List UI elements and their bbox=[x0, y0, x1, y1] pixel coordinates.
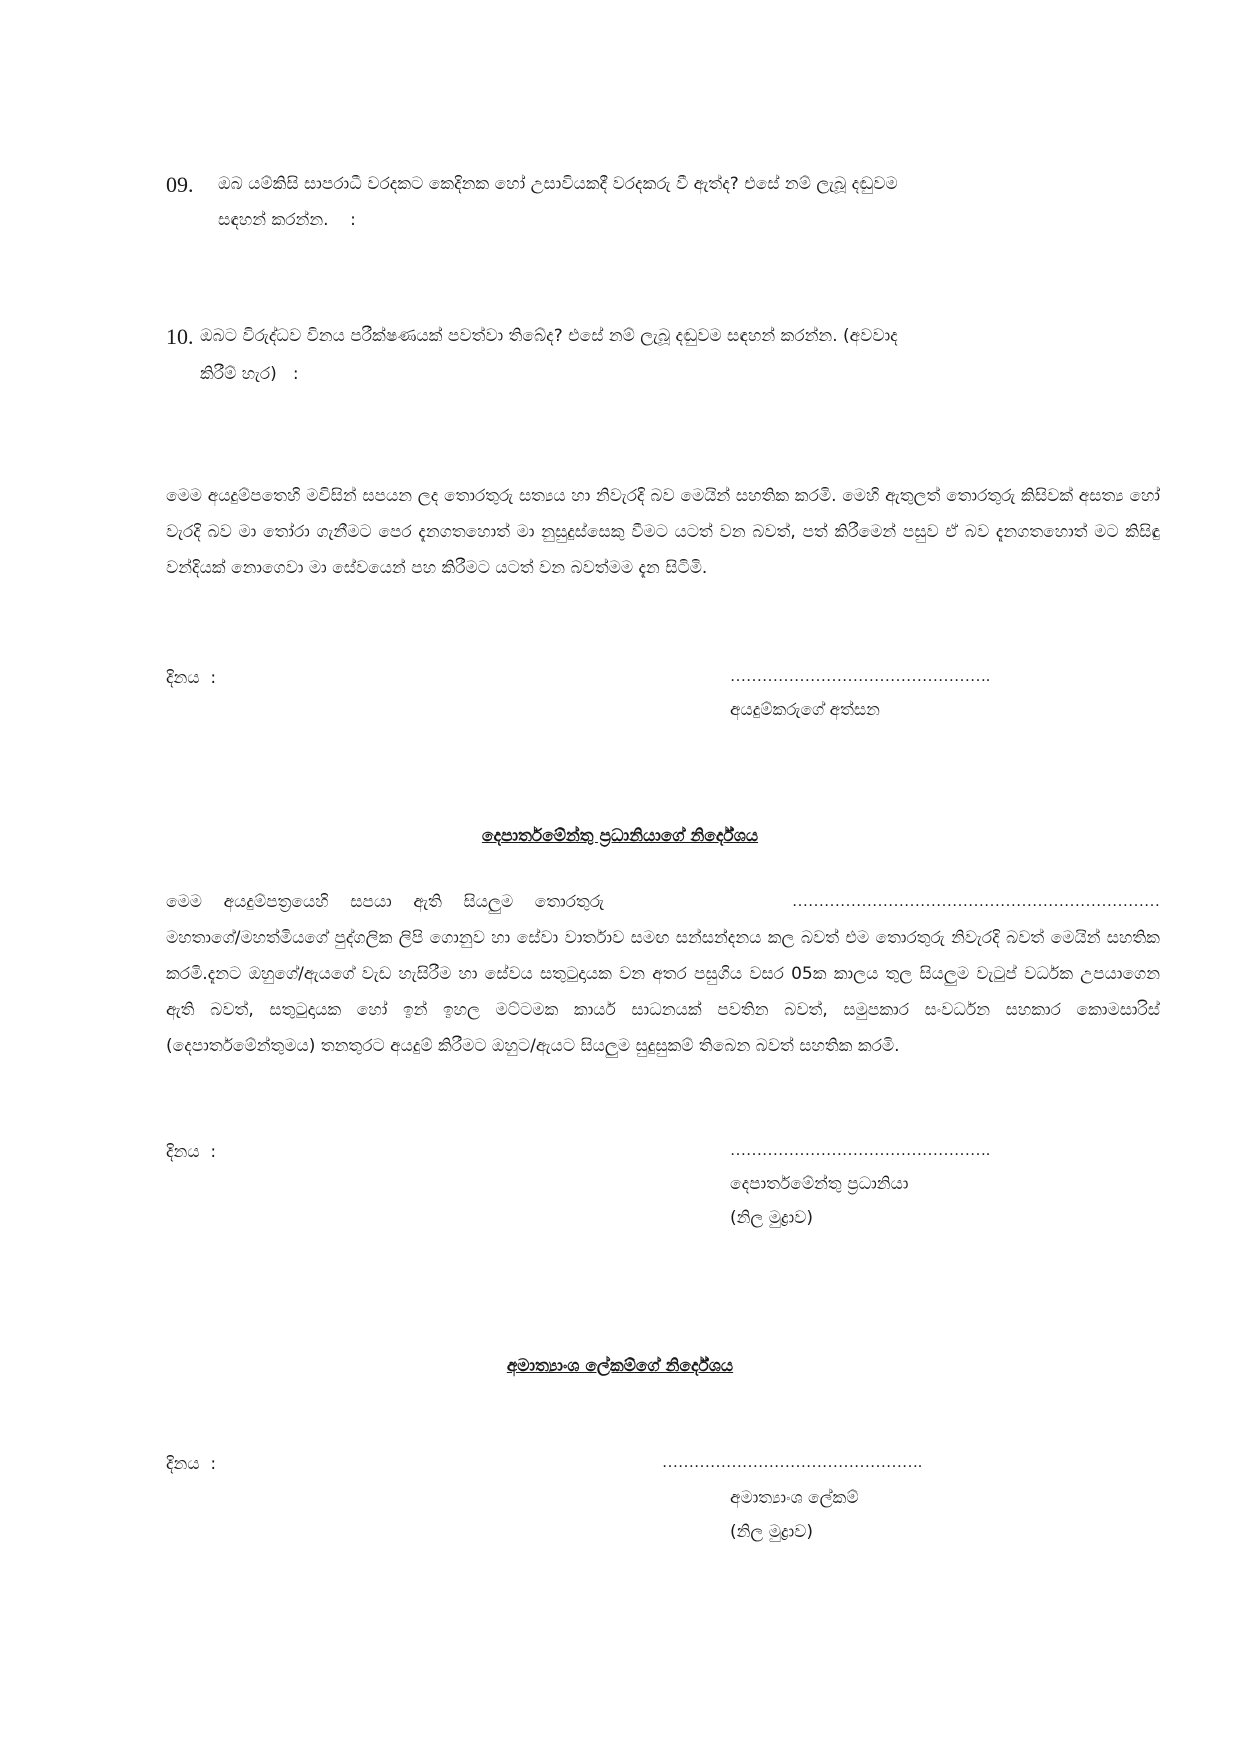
question-text-line: සඳහන් කරන්න. : bbox=[218, 210, 356, 230]
date-label: දිනය : bbox=[166, 668, 217, 688]
department-paragraph-first-line bbox=[166, 884, 1160, 920]
question-text-line: ඔබ යම්කිසි සාපරාධී වරදකට කෙදිනක හෝ උසාවියකදී වරදකරු වී ඇත්ද? එසේ නම් ලැබූ දඬුවම bbox=[218, 174, 898, 194]
question-number: 10. bbox=[166, 324, 194, 349]
official-seal-label: (නිල මුද්‍රාව) bbox=[730, 1208, 814, 1228]
declaration-paragraph: මෙම අයදුම්පතෙහි මවිසින් සපයන ලද තොරතුරු සත්‍යය හා නිවැරදි බව මෙයින් සහතික කරමි. මෙහි ඇතුලත් තොරතුරු කිසිවක් අසත්‍ය හෝ වැරදි බව මා තෝරා ගැනීමට පෙර දැනගතහොත් මා නුසුදුස්සෙකු වීමට යටත් වන බවත්, පත් කිරීමෙන් පසුව ඒ බව දැනගතහොත් මට කිසිඳු වන්දියක් නොගෙවා මා සේවයෙන් පහ කිරීමට යටත් වන බවත්මම දැන සිටිමි. bbox=[166, 486, 1160, 578]
department-paragraph-start: මෙම අයදුම්පත්‍රයෙහි සපයා ඇති සියලුම තොරතුරු bbox=[166, 892, 605, 912]
ministry-secretary-signer: අමාත්‍යාංශ ලේකම් bbox=[730, 1488, 859, 1508]
department-paragraph: මහතාගේ/මහත්මියගේ පුද්ගලික ලිපි ගොනුව හා සේවා වාර්තාව සමඟ සන්සන්දනය කල බවත් එම තොරතුරු නිවැරදි බවත් මෙයින් සහතික කරමි.දැනට ඔහුගේ/ඇයගේ වැඩ හැසිරීම හා සේවය සතුටුදායක වන අතර පසුගිය වසර 05ක කාලය තුල සියලුම වැටුප් වර්ධක උපයාගෙන ඇති බවත්, සතුටුදායක හෝ ඉන් ඉහල මට්ටමක කාර්ය සාධනයක් පවතින බවත්, සමුපකාර සංවර්ධන සහකාර කොමසාරිස් (දෙපාර්තමේන්තුමය) තනතුරට අයදුම් කිරීමට ඔහුට/ඇයට සියලුම සුදුසුකම් තිබෙන බවත් සහතික කරමි. bbox=[166, 928, 1160, 1056]
question-text-line: කිරීම් හැර) : bbox=[200, 364, 299, 384]
officer-name-dotted-line: …………………………………………………………… bbox=[792, 893, 1160, 910]
department-head-heading: දෙපාර්තමේන්තු ප්‍රධානියාගේ නිර්දේශය bbox=[481, 826, 759, 846]
question-text-line: ඔබට විරුද්ධව විනය පරීක්ෂණයක් පවත්වා තිබේද? එසේ නම් ලැබූ දඬුවම සඳහන් කරන්න. (අවවාද bbox=[200, 326, 898, 346]
ministry-secretary-heading: අමාත්‍යාංශ ලේකම්ගේ නිර්දේශය bbox=[506, 1356, 734, 1376]
date-label: දිනය : bbox=[166, 1142, 217, 1162]
department-head-signer: දෙපාර්තමේන්තු ප්‍රධානියා bbox=[730, 1174, 909, 1194]
official-seal-label: (නිල මුද්‍රාව) bbox=[730, 1522, 814, 1542]
signature-dotted-line: …………………………………………. bbox=[662, 1454, 922, 1471]
question-number: 09. bbox=[166, 172, 194, 197]
signature-dotted-line: …………………………………………. bbox=[730, 1142, 990, 1159]
applicant-signature-label: අයදුම්කරුගේ අත්සන bbox=[730, 700, 880, 720]
date-label: දිනය : bbox=[166, 1454, 217, 1474]
signature-dotted-line: …………………………………………. bbox=[730, 668, 990, 685]
